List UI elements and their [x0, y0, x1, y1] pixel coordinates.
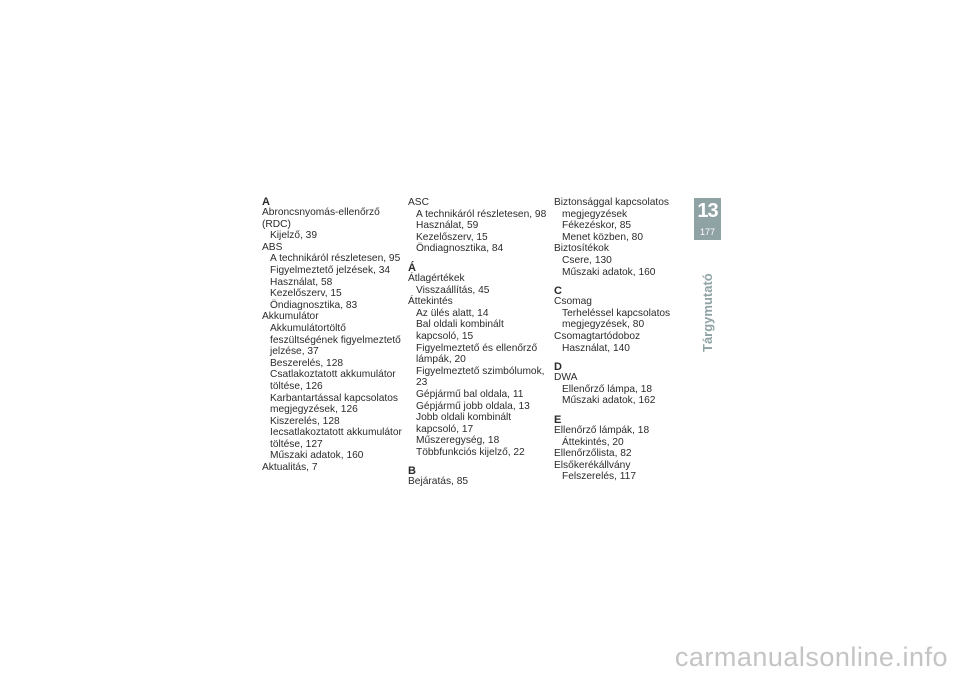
index-subentry: Csatlakoztatott akkumulátor töltése, 126 — [270, 369, 396, 392]
index-subentry: Használat, 58 — [270, 276, 333, 288]
index-letter-heading: B — [408, 465, 416, 478]
index-subentry: Figyelmeztető jelzések, 34 — [270, 264, 391, 276]
index-term: Akkumulátor — [262, 311, 319, 323]
index-subentry: Az ülés alatt, 14 — [416, 307, 489, 319]
index-subentry: Bal oldali kombinált kapcsoló, 15 — [416, 319, 504, 342]
index-letter-heading: E — [554, 413, 562, 426]
index-subentry: Gépjármű jobb oldala, 13 — [416, 400, 530, 412]
index-term: ABS — [262, 241, 283, 253]
page-number: 177 — [699, 227, 716, 237]
index-subentry: Felszerelés, 117 — [562, 471, 636, 483]
chapter-title: Tárgymutató — [700, 273, 715, 352]
index-term: Elsőkerékállvány — [554, 459, 631, 471]
index-term: Abroncsnyomás-ellenőrző (RDC) — [262, 207, 380, 230]
index-column-3 — [554, 197, 694, 483]
index-subentry: Menet közben, 80 — [562, 231, 643, 243]
index-subentry: Öndiagnosztika, 83 — [270, 299, 358, 311]
index-subentry: megjegyzések — [562, 208, 628, 220]
index-subentry: Iecsatlakoztatott akkumulátor töltése, 127 — [270, 427, 402, 450]
index-subentry: Ellenőrző lámpa, 18 — [562, 383, 653, 395]
index-column-2 — [408, 197, 548, 488]
index-subentry: Fékezéskor, 85 — [562, 220, 632, 232]
index-subentry: Műszaki adatok, 160 — [562, 266, 656, 278]
index-subentry: Kijelző, 39 — [270, 230, 318, 242]
index-term: Biztosítékok — [554, 243, 609, 255]
chapter-number: 13 — [697, 200, 718, 222]
index-term: Aktualitás, 7 — [262, 462, 318, 474]
watermark: carmanualsonline.info — [674, 642, 948, 672]
index-subentry: Használat, 59 — [416, 220, 479, 232]
index-term: Bejáratás, 85 — [408, 476, 469, 488]
index-subentry: Kiszerelés, 128 — [270, 415, 340, 427]
index-subentry: Figyelmeztető szimbólumok, 23 — [416, 365, 545, 389]
index-letter-heading: D — [554, 361, 562, 374]
index-subentry: Kezelőszerv, 15 — [416, 231, 488, 243]
index-term: Átlagértékek — [408, 272, 465, 284]
index-subentry: Használat, 140 — [562, 342, 630, 354]
index-subentry: Visszaállítás, 45 — [416, 284, 490, 296]
index-subentry: Figyelmeztető és ellenőrző lámpák, 20 — [416, 342, 538, 366]
index-column-1 — [262, 197, 402, 474]
index-subentry: A technikáról részletesen, 95 — [270, 253, 401, 265]
index-subentry: Műszeregység, 18 — [416, 435, 500, 447]
index-subentry: A technikáról részletesen, 98 — [416, 208, 547, 220]
index-subentry: Karbantartással kapcsolatos megjegyzések, 126 — [270, 392, 398, 416]
index-term: DWA — [554, 372, 578, 384]
index-subentry: Jobb oldali kombinált kapcsoló, 17 — [416, 412, 512, 435]
index-term: Csomagtartódoboz — [554, 330, 641, 342]
index-letter-heading: C — [554, 285, 562, 298]
index-subentry: Öndiagnosztika, 84 — [416, 243, 504, 255]
index-subentry: Áttekintés, 20 — [562, 436, 624, 448]
index-subentry: Gépjármű bal oldala, 11 — [416, 388, 524, 400]
index-subentry: Kezelőszerv, 15 — [270, 288, 342, 300]
index-term: Csomag — [554, 296, 592, 308]
index-subentry: Műszaki adatok, 162 — [562, 395, 656, 407]
index-letter-heading: A — [262, 196, 270, 208]
index-letter-heading: Á — [408, 261, 416, 274]
index-subentry: Csere, 130 — [562, 254, 612, 266]
index-subentry: Akkumulátortöltő feszültségének figyelmeztető jelzése, 37 — [270, 322, 401, 358]
index-subentry: Beszerelés, 128 — [270, 357, 344, 369]
index-term: ASC — [408, 197, 429, 208]
index-subentry: Terheléssel kapcsolatos megjegyzések, 80 — [562, 307, 671, 331]
index-subentry: Műszaki adatok, 160 — [270, 450, 364, 462]
index-term: Ellenőrzőlista, 82 — [554, 448, 632, 460]
index-term: Ellenőrző lámpák, 18 — [554, 424, 650, 436]
index-term: Áttekintés — [408, 296, 453, 308]
index-subentry: Többfunkciós kijelző, 22 — [416, 446, 525, 458]
index-term: Biztonsággal kapcsolatos — [554, 197, 669, 208]
